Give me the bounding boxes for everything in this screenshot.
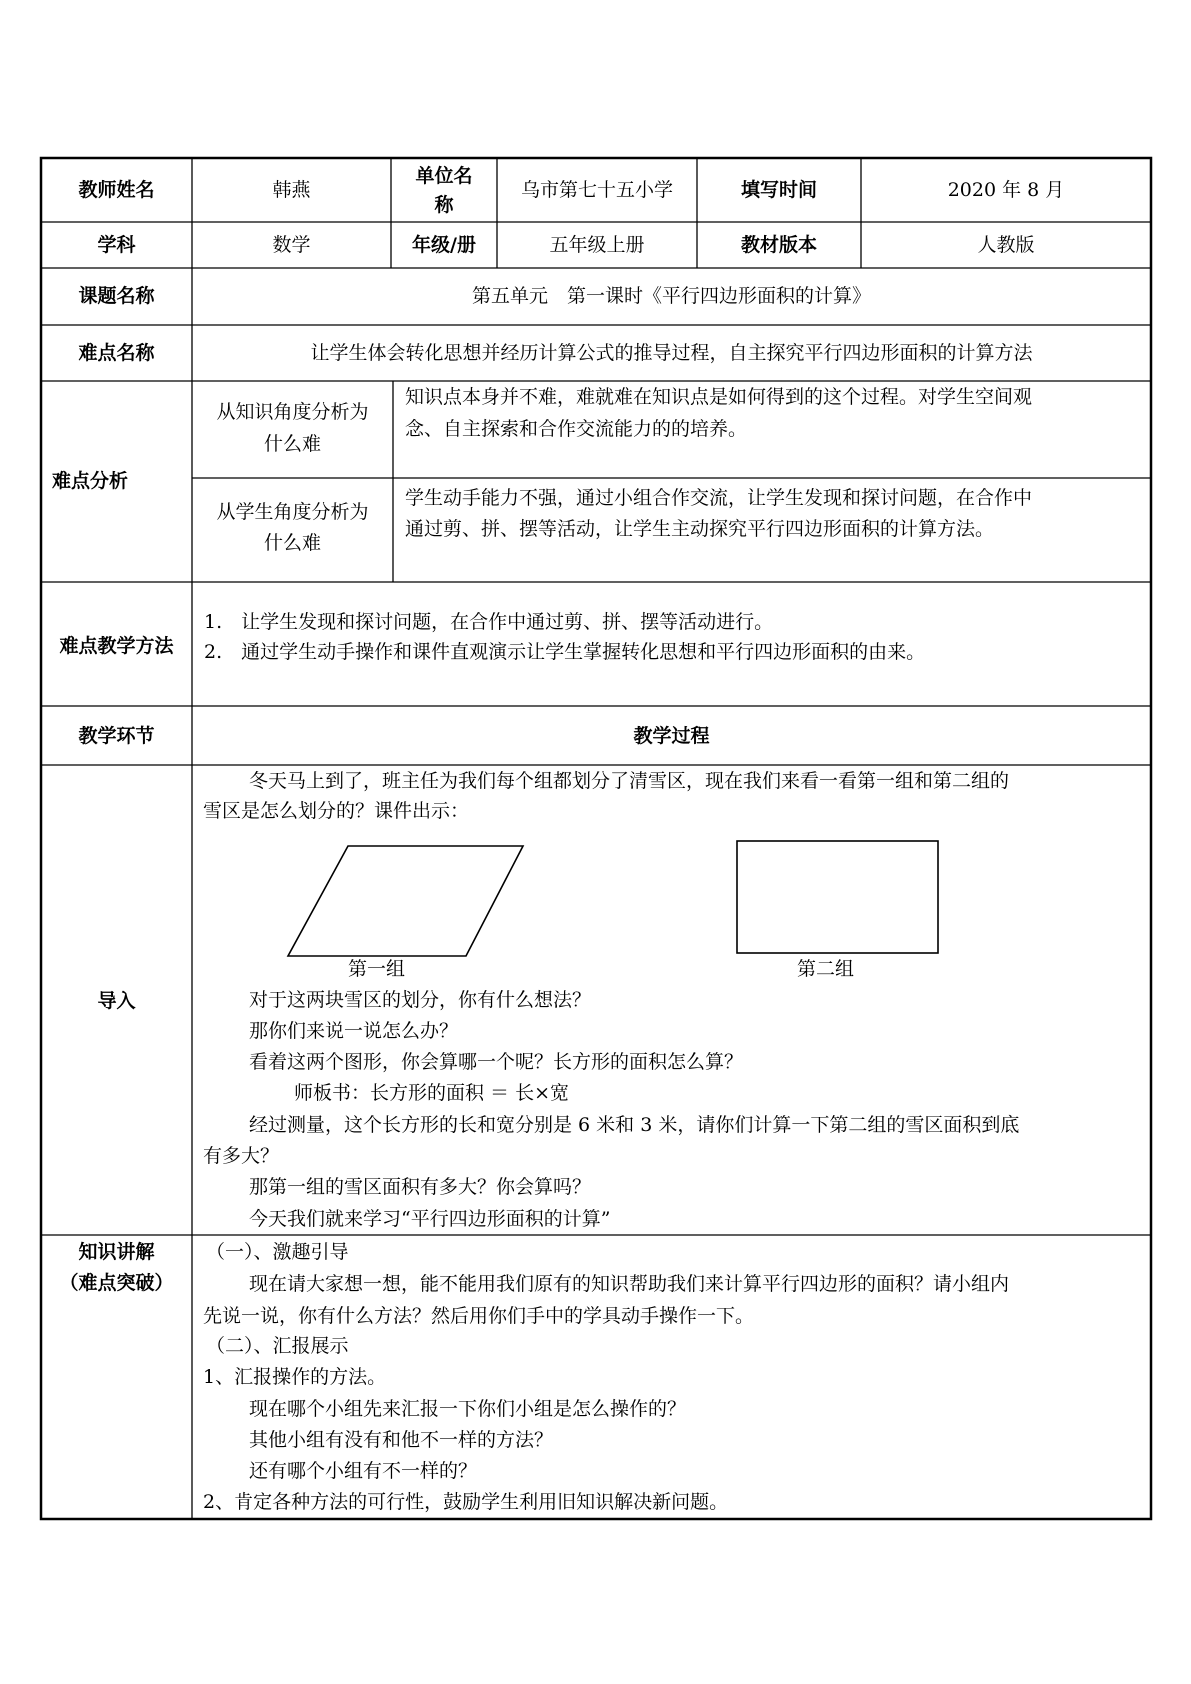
intro-line-4: 那你们来说一说怎么办？ bbox=[249, 1020, 459, 1042]
textbook-value: 人教版 bbox=[977, 234, 1035, 256]
intro-line-3: 对于这两块雪区的划分，你有什么想法？ bbox=[249, 989, 592, 1011]
grade-label: 年级/册 bbox=[412, 234, 476, 256]
method-item-1: 1. 让学生发现和探讨问题，在合作中通过剪、拼、摆等活动进行。 bbox=[204, 611, 774, 633]
knowledge-label-1: 知识讲解 bbox=[78, 1241, 155, 1263]
knowledge-angle-label-1: 从知识角度分析为 bbox=[216, 401, 369, 423]
knowledge-angle-line-2: 念、自主探索和合作交流能力的的培养。 bbox=[405, 418, 748, 440]
intro-line-1: 冬天马上到了，班主任为我们每个组都划分了清雪区，现在我们来看一看第一组和第二组的 bbox=[249, 770, 1010, 792]
knowledge-angle-line-1: 知识点本身并不难，难就难在知识点是如何得到的这个过程。对学生空间观 bbox=[405, 386, 1033, 408]
process-header: 教学过程 bbox=[633, 725, 710, 747]
knowledge-label-2: （难点突破） bbox=[59, 1272, 174, 1294]
date-label: 填写时间 bbox=[740, 179, 817, 201]
student-angle-line-1: 学生动手能力不强，通过小组合作交流，让学生发现和探讨问题，在合作中 bbox=[405, 487, 1033, 509]
subject-value: 数学 bbox=[272, 234, 311, 256]
intro-line-9: 那第一组的雪区面积有多大？你会算吗？ bbox=[249, 1176, 592, 1198]
textbook-label: 教材版本 bbox=[740, 234, 817, 256]
knowledge-line-3: 先说一说，你有什么方法？然后用你们手中的学具动手操作一下。 bbox=[203, 1305, 755, 1327]
group-1-caption: 第一组 bbox=[348, 958, 406, 980]
intro-line-7: 经过测量，这个长方形的长和宽分别是 6 米和 3 米，请你们计算一下第二组的雪区面积到底 bbox=[249, 1114, 1020, 1136]
method-label: 难点教学方法 bbox=[59, 635, 174, 657]
date-value: 2020 年 8 月 bbox=[947, 179, 1065, 201]
intro-line-2: 雪区是怎么划分的？课件出示： bbox=[203, 800, 470, 822]
topic-label: 课题名称 bbox=[78, 285, 155, 307]
knowledge-line-2: 现在请大家想一想，能不能用我们原有的知识帮助我们来计算平行四边形的面积？请小组内 bbox=[249, 1273, 1010, 1295]
knowledge-line-1: （一）、激趣引导 bbox=[206, 1241, 349, 1263]
knowledge-line-8: 还有哪个小组有不一样的？ bbox=[249, 1460, 478, 1482]
intro-line-8: 有多大？ bbox=[203, 1145, 280, 1167]
analysis-label: 难点分析 bbox=[52, 470, 129, 492]
knowledge-angle-label-2: 什么难 bbox=[263, 433, 321, 455]
method-item-2: 2. 通过学生动手操作和课件直观演示让学生掌握转化思想和平行四边形面积的由来。 bbox=[204, 641, 926, 663]
student-angle-label-1: 从学生角度分析为 bbox=[216, 501, 369, 523]
difficulty-label: 难点名称 bbox=[78, 342, 155, 364]
teacher-value: 韩燕 bbox=[272, 179, 311, 201]
topic-value: 第五单元 第一课时《平行四边形面积的计算》 bbox=[471, 285, 871, 307]
parallelogram-shape bbox=[288, 846, 523, 956]
stage-header: 教学环节 bbox=[78, 725, 155, 747]
student-angle-line-2: 通过剪、拼、摆等活动，让学生主动探究平行四边形面积的计算方法。 bbox=[405, 518, 995, 540]
grade-value: 五年级上册 bbox=[549, 234, 645, 256]
group-2-caption: 第二组 bbox=[797, 958, 855, 980]
knowledge-line-6: 现在哪个小组先来汇报一下你们小组是怎么操作的？ bbox=[249, 1398, 687, 1420]
student-angle-label-2: 什么难 bbox=[263, 532, 321, 554]
intro-line-10: 今天我们就来学习“平行四边形面积的计算” bbox=[249, 1208, 611, 1230]
unit-label-line-1: 单位名 bbox=[415, 165, 473, 187]
knowledge-line-4: （二）、汇报展示 bbox=[206, 1335, 349, 1357]
knowledge-line-9: 2、肯定各种方法的可行性，鼓励学生利用旧知识解决新问题。 bbox=[203, 1491, 729, 1513]
knowledge-line-5: 1、汇报操作的方法。 bbox=[203, 1366, 387, 1388]
teacher-label: 教师姓名 bbox=[78, 179, 155, 201]
knowledge-line-7: 其他小组有没有和他不一样的方法？ bbox=[249, 1429, 554, 1451]
intro-line-6: 师板书：长方形的面积 ＝ 长×宽 bbox=[294, 1082, 569, 1104]
subject-label: 学科 bbox=[97, 234, 136, 256]
unit-value: 乌市第七十五小学 bbox=[520, 179, 673, 201]
unit-label-line-2: 称 bbox=[434, 194, 454, 216]
difficulty-value: 让学生体会转化思想并经历计算公式的推导过程，自主探究平行四边形面积的计算方法 bbox=[310, 342, 1033, 364]
intro-line-5: 看着这两个图形，你会算哪一个呢？长方形的面积怎么算？ bbox=[249, 1051, 744, 1073]
rectangle-shape bbox=[737, 841, 938, 953]
intro-label: 导入 bbox=[97, 990, 136, 1012]
